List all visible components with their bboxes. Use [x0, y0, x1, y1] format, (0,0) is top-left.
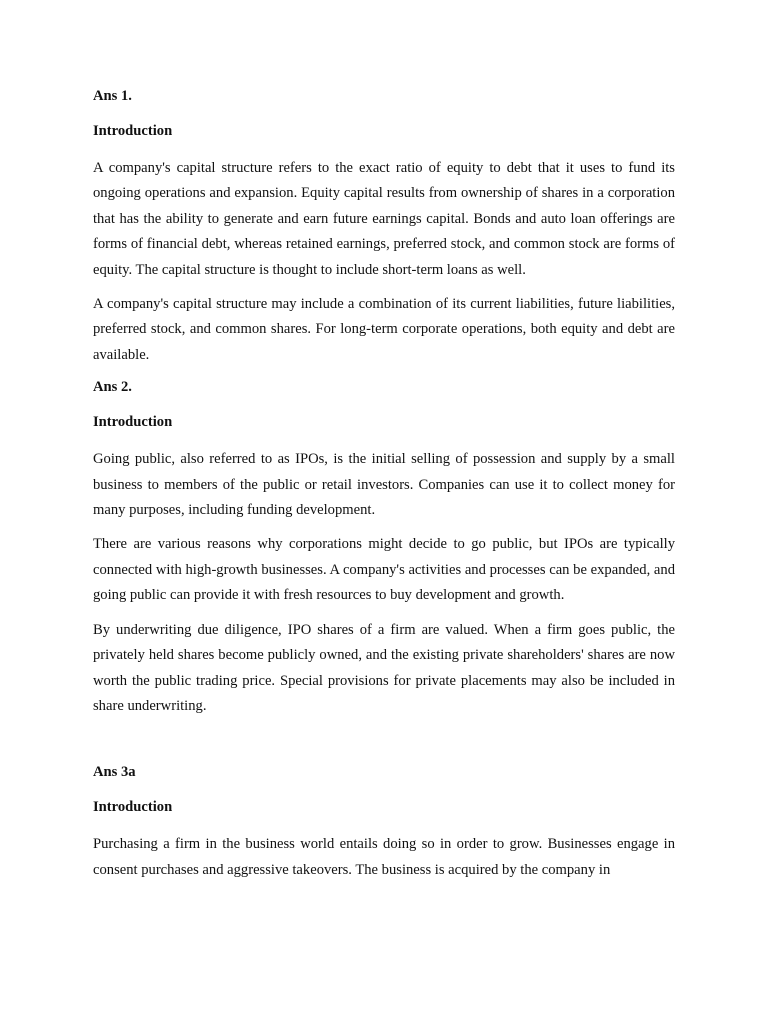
answer-heading: Ans 1.	[93, 88, 132, 104]
answer-heading: Ans 3a	[93, 764, 136, 781]
answer-heading: Ans 2.	[93, 379, 132, 396]
document-page	[93, 86, 675, 892]
section-ans-1	[93, 86, 675, 368]
paragraph: Purchasing a firm in the business world entails doing so in order to grow. Businesses engage in consent purchases and aggressive takeovers. The business is acquired by the company in	[93, 836, 675, 878]
paragraph: Going public, also referred to as IPOs, is the initial selling of possession and supply by a small business to members of the public or retail investors. Companies can use it to collect money for many purposes, including funding development.	[93, 451, 675, 519]
paragraph: A company's capital structure refers to the exact ratio of equity to debt that it uses to fund its ongoing operations and expansion. Equity capital results from ownership of shares in a corporation that has the ability to generate and earn future earnings capital. Bonds and auto loan offerings are forms of financial debt, whereas retained earnings, preferred stock, and common stock are forms of equity. The capital structure is thought to include short-term loans as well.	[93, 160, 675, 278]
paragraph: By underwriting due diligence, IPO shares of a firm are valued. When a firm goes public, the privately held shares become publicly owned, and the existing private shareholders' shares are now worth the public trading price. Special provisions for private placements may also be included in share underwriting.	[93, 621, 675, 714]
introduction-heading: Introduction	[93, 799, 173, 816]
paragraph: There are various reasons why corporations might decide to go public, but IPOs are typically connected with high-growth businesses. A company's activities and processes can be expanded, and going public can provide it with fresh resources to buy development and growth.	[93, 536, 675, 604]
introduction-heading: Introduction	[93, 414, 173, 431]
section-ans-2	[93, 377, 675, 719]
paragraph: A company's capital structure may include a combination of its current liabilities, future liabilities, preferred stock, and common shares. For long-term corporate operations, both equity and debt are available.	[93, 296, 675, 363]
section-ans-3a	[93, 762, 675, 883]
section-spacer	[93, 728, 675, 762]
introduction-heading: Introduction	[93, 123, 173, 139]
